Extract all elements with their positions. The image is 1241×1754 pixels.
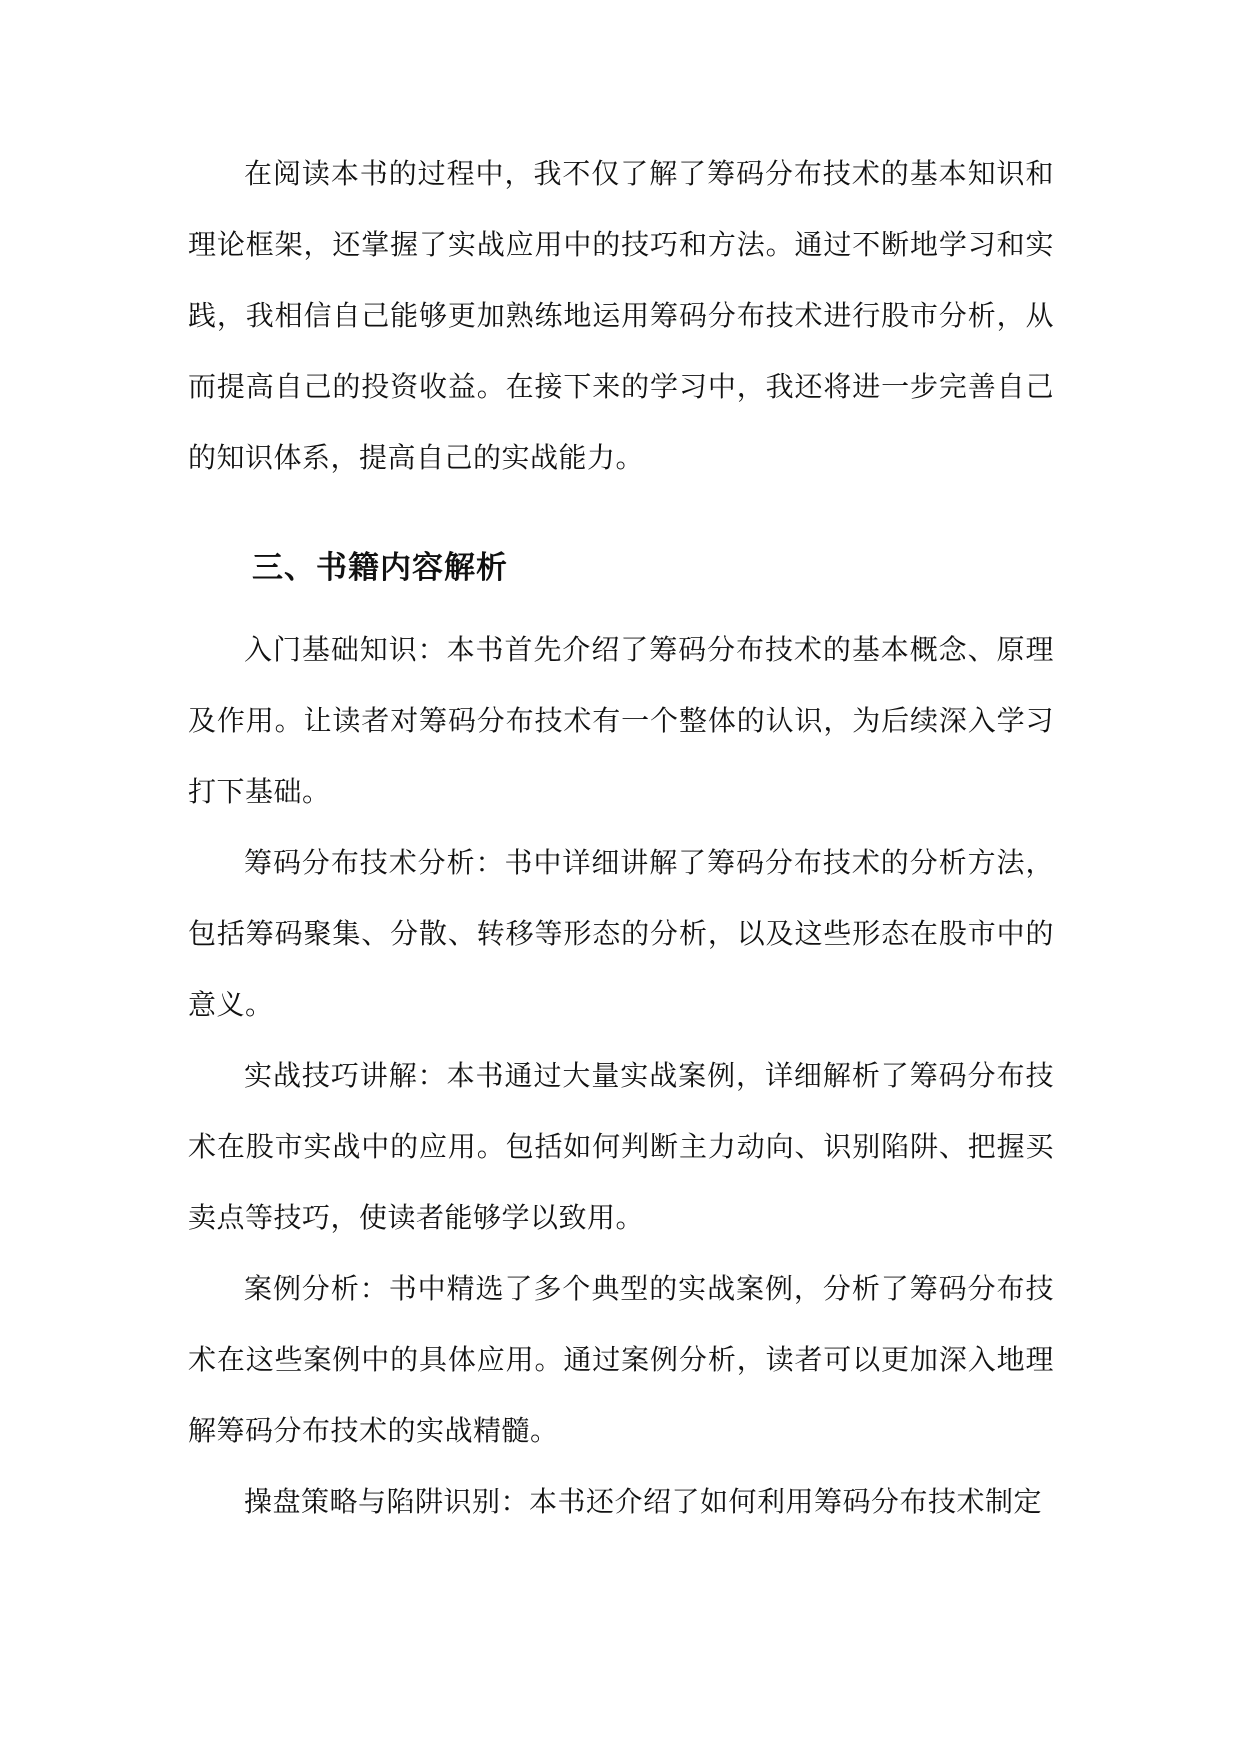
paragraph-cases: 案例分析：书中精选了多个典型的实战案例，分析了筹码分布技术在这些案例中的具体应用。通过案例分析，读者可以更加深入地理解筹码分布技术的实战精髓。 (188, 1272, 1054, 1447)
paragraph-analysis: 筹码分布技术分析：书中详细讲解了筹码分布技术的分析方法，包括筹码聚集、分散、转移等形态的分析，以及这些形态在股市中的意义。 (188, 846, 1054, 1021)
paragraph-strategy: 操盘策略与陷阱识别：本书还介绍了如何利用筹码分布技术制定 (244, 1485, 1043, 1518)
paragraph-techniques: 实战技巧讲解：本书通过大量实战案例，详细解析了筹码分布技术在股市实战中的应用。包括如何判断主力动向、识别陷阱、把握买卖点等技巧，使读者能够学以致用。 (188, 1059, 1054, 1234)
intro-paragraph: 在阅读本书的过程中，我不仅了解了筹码分布技术的基本知识和理论框架，还掌握了实战应用中的技巧和方法。通过不断地学习和实践，我相信自己能够更加熟练地运用筹码分布技术进行股市分析，从而提高自己的投资收益。在接下来的学习中，我还将进一步完善自己的知识体系，提高自己的实战能力。 (188, 157, 1054, 474)
document-body (188, 138, 1054, 1537)
section-heading: 三、书籍内容解析 (252, 550, 508, 586)
paragraph-basics: 入门基础知识：本书首先介绍了筹码分布技术的基本概念、原理及作用。让读者对筹码分布技术有一个整体的认识，为后续深入学习打下基础。 (188, 633, 1054, 808)
